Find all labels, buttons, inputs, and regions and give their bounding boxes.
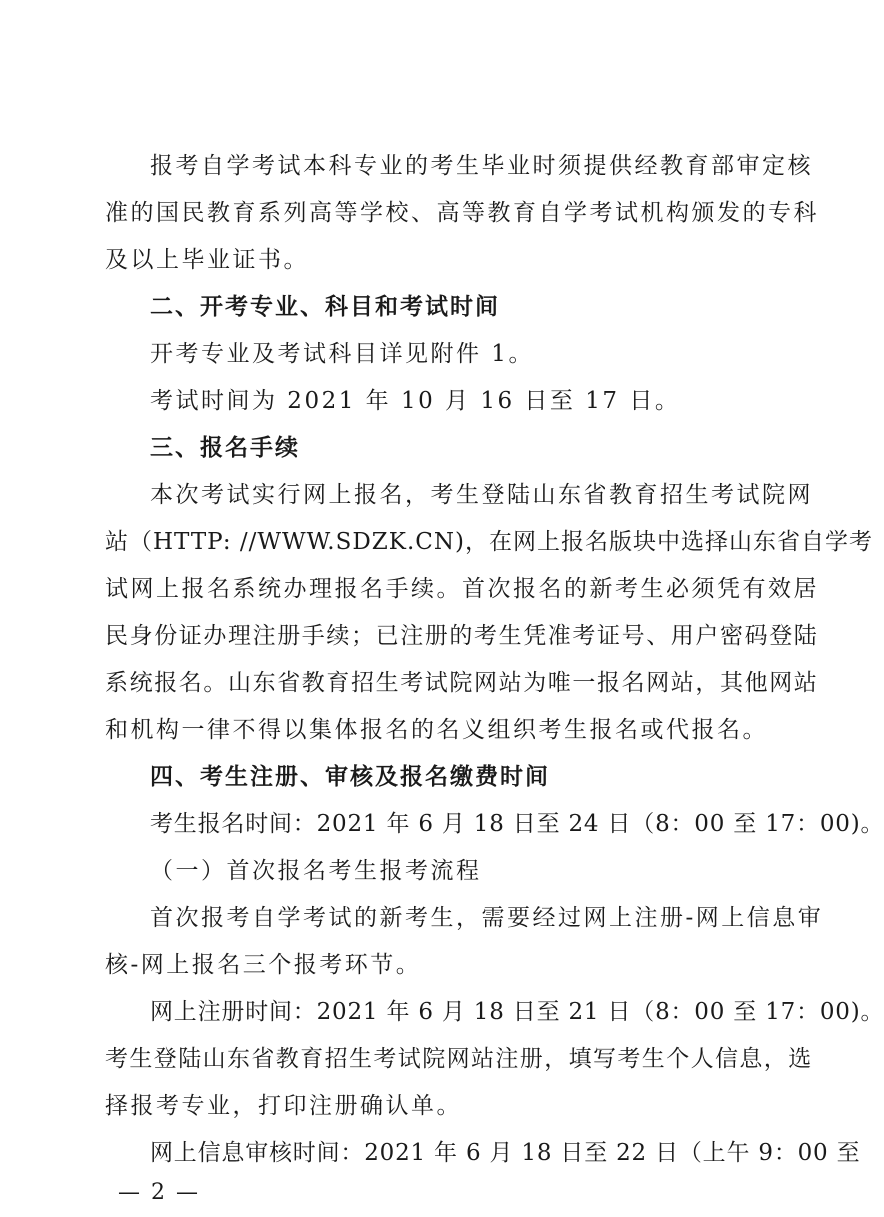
paragraph-line: 系统报名。山东省教育招生考试院网站为唯一报名网站，其他网站 bbox=[105, 670, 819, 696]
subsection-heading: （一）首次报名考生报考流程 bbox=[150, 858, 482, 884]
paragraph-line: 核-网上报名三个报考环节。 bbox=[105, 952, 422, 978]
paragraph-line: 考试时间为 2021 年 10 月 16 日至 17 日。 bbox=[150, 388, 681, 414]
paragraph-line: 考生登陆山东省教育招生考试院网站注册，填写考生个人信息，选 bbox=[105, 1046, 813, 1072]
paragraph-line: 报考自学考试本科专业的考生毕业时须提供经教育部审定核 bbox=[150, 153, 813, 179]
paragraph-line: 网上注册时间：2021 年 6 月 18 日至 21 日（8：00 至 17：00)。 bbox=[150, 999, 884, 1025]
section-heading-2: 二、开考专业、科目和考试时间 bbox=[150, 294, 500, 320]
page-number: — 2 — bbox=[118, 1180, 200, 1205]
paragraph-line: 开考专业及考试科目详见附件 1。 bbox=[150, 341, 534, 367]
paragraph-line: 择报考专业，打印注册确认单。 bbox=[105, 1093, 462, 1119]
paragraph-line: 站（HTTP: //WWW.SDZK.CN)，在网上报名版块中选择山东省自学考 bbox=[105, 529, 873, 555]
paragraph-line: 本次考试实行网上报名，考生登陆山东省教育招生考试院网 bbox=[150, 482, 813, 508]
paragraph-line: 首次报考自学考试的新考生，需要经过网上注册-网上信息审 bbox=[150, 905, 824, 931]
section-heading-4: 四、考生注册、审核及报名缴费时间 bbox=[150, 764, 550, 790]
paragraph-line: 和机构一律不得以集体报名的名义组织考生报名或代报名。 bbox=[105, 717, 768, 743]
paragraph-line: 网上信息审核时间：2021 年 6 月 18 日至 22 日（上午 9：00 至 bbox=[150, 1140, 861, 1166]
paragraph-line: 民身份证办理注册手续；已注册的考生凭准考证号、用户密码登陆 bbox=[105, 623, 819, 649]
paragraph-line: 试网上报名系统办理报名手续。首次报名的新考生必须凭有效居 bbox=[105, 576, 819, 602]
section-heading-3: 三、报名手续 bbox=[150, 435, 300, 461]
paragraph-line: 考生报名时间：2021 年 6 月 18 日至 24 日（8：00 至 17：00)。 bbox=[150, 811, 884, 837]
paragraph-line: 准的国民教育系列高等学校、高等教育自学考试机构颁发的专科 bbox=[105, 200, 819, 226]
paragraph-line: 及以上毕业证书。 bbox=[105, 247, 309, 273]
